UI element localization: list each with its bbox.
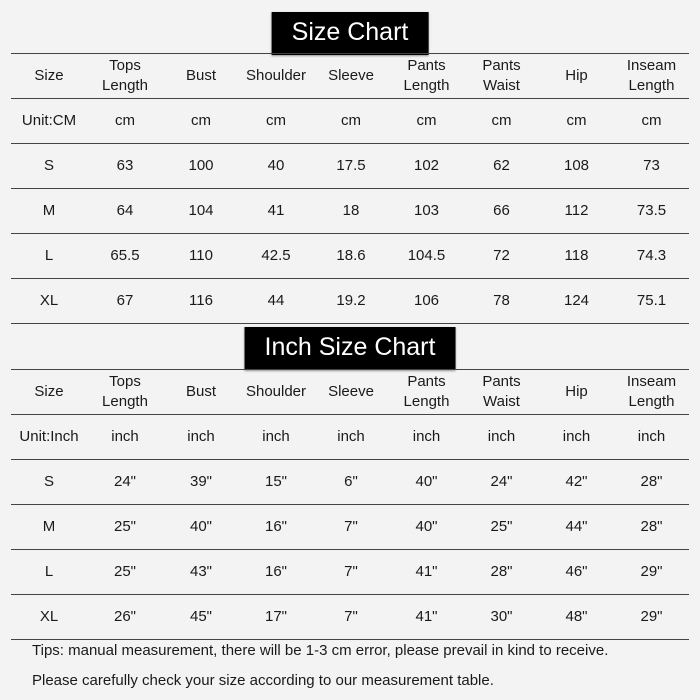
- table-cell: cm: [115, 112, 135, 129]
- table-cell: 103: [413, 202, 440, 219]
- table-cell: 18.6: [336, 247, 366, 264]
- table-cell: 104.5: [407, 247, 446, 264]
- column-header-text: Hip: [565, 67, 588, 84]
- table-cell: XL: [39, 292, 59, 309]
- table-cell: 100: [188, 157, 214, 174]
- table-cell: 78: [493, 292, 510, 309]
- table-cell: inch: [187, 428, 215, 445]
- column-header-text: Shoulder: [245, 383, 307, 400]
- table-cell: 28": [490, 563, 513, 580]
- header-row: [11, 370, 689, 415]
- table-cell: M: [42, 202, 56, 219]
- table-cell: 40": [189, 518, 212, 535]
- column-header-text: Length: [628, 77, 675, 94]
- table-cell: 29": [640, 608, 663, 625]
- table-cell: 7": [344, 518, 358, 535]
- table-cell: 7": [344, 608, 358, 625]
- column-header-text: Size: [34, 67, 64, 84]
- column-header: [464, 56, 539, 96]
- table-cell: Unit:CM: [21, 112, 77, 129]
- column-header-text: Sleeve: [328, 67, 374, 84]
- table-cell: 19.2: [336, 292, 366, 309]
- column-header: [239, 66, 313, 86]
- table-cell: 26": [113, 608, 136, 625]
- table-cell: 7": [344, 563, 358, 580]
- table-cell: inch: [637, 428, 666, 445]
- table-cell: 15": [264, 473, 287, 490]
- table-cell: 42.5: [261, 247, 291, 264]
- table-cell: Unit:Inch: [19, 428, 79, 445]
- column-header: [11, 66, 87, 86]
- column-header: [313, 382, 389, 402]
- column-header: [87, 372, 163, 412]
- tips-line-2: Please carefully check your size according to our measurement table.: [32, 672, 494, 689]
- column-header: [539, 382, 614, 402]
- table-cell: 63: [116, 157, 134, 174]
- table-cell: 43": [189, 563, 212, 580]
- table-cell: 39": [189, 473, 212, 490]
- table-cell: 112: [564, 202, 589, 219]
- table-cell: 25": [490, 518, 513, 535]
- table-cell: cm: [566, 112, 587, 129]
- column-header: [163, 66, 239, 86]
- table-cell: 17.5: [336, 157, 366, 174]
- table-cell: 40": [415, 518, 438, 535]
- table-cell: 66: [493, 202, 510, 219]
- table-cell: 118: [564, 247, 589, 264]
- column-header-text: Inseam: [626, 57, 677, 74]
- table-cell: 25": [113, 518, 136, 535]
- column-header-text: Pants: [407, 373, 446, 390]
- table-cell: 30": [490, 608, 513, 625]
- column-header-text: Waist: [483, 77, 520, 94]
- column-header-text: Length: [403, 393, 450, 410]
- column-header-text: Hip: [565, 383, 588, 400]
- table-cell: 28": [640, 518, 663, 535]
- column-header-text: Length: [628, 393, 675, 410]
- column-header-text: Pants: [482, 57, 521, 74]
- column-header: [11, 382, 87, 402]
- table-cell: 41: [267, 202, 285, 219]
- table-cell: 75.1: [636, 292, 667, 309]
- size-chart-title: Size Chart: [272, 12, 429, 55]
- table-cell: inch: [412, 428, 441, 445]
- table-cell: 73.5: [636, 202, 667, 219]
- table-row: [11, 505, 689, 550]
- table-row: [11, 189, 689, 234]
- table-cell: 42": [565, 473, 588, 490]
- inch-size-table: [11, 369, 689, 640]
- table-row: [11, 234, 689, 279]
- table-cell: 108: [563, 157, 590, 174]
- column-header-text: Inseam: [626, 373, 677, 390]
- table-cell: 116: [189, 292, 213, 309]
- table-cell: 102: [413, 157, 440, 174]
- table-cell: 104: [188, 202, 214, 219]
- table-row: [11, 279, 689, 324]
- table-cell: 110: [189, 247, 213, 264]
- table-cell: inch: [562, 428, 591, 445]
- column-header-text: Length: [403, 77, 450, 94]
- table-cell: 124: [563, 292, 590, 309]
- inch-size-chart-title: Inch Size Chart: [245, 327, 456, 370]
- table-cell: 74.3: [636, 247, 667, 264]
- column-header-text: Shoulder: [245, 67, 307, 84]
- table-cell: cm: [266, 112, 286, 129]
- table-cell: 28": [640, 473, 663, 490]
- table-cell: 25": [113, 563, 136, 580]
- column-header-text: Sleeve: [328, 383, 374, 400]
- table-cell: inch: [337, 428, 365, 445]
- table-cell: cm: [341, 112, 361, 129]
- table-cell: 62: [493, 157, 510, 174]
- table-cell: 48": [565, 608, 588, 625]
- table-cell: inch: [111, 428, 139, 445]
- column-header-text: Size: [34, 383, 64, 400]
- column-header-text: Bust: [185, 383, 216, 400]
- table-cell: XL: [39, 608, 59, 625]
- table-cell: 16": [264, 518, 287, 535]
- table-cell: cm: [641, 112, 662, 129]
- table-cell: 24": [113, 473, 136, 490]
- table-cell: inch: [487, 428, 516, 445]
- table-cell: 46": [565, 563, 588, 580]
- table-cell: S: [43, 157, 54, 174]
- tips-line-1: Tips: manual measurement, there will be 1-3 cm error, please prevail in kind to receive.: [32, 642, 609, 659]
- table-cell: cm: [191, 112, 211, 129]
- table-cell: M: [42, 518, 56, 535]
- table-row: [11, 550, 689, 595]
- table-row: [11, 144, 689, 189]
- table-cell: 44": [565, 518, 588, 535]
- column-header-text: Length: [102, 393, 148, 410]
- table-cell: cm: [416, 112, 437, 129]
- column-header: [464, 372, 539, 412]
- header-row: [11, 54, 689, 99]
- table-cell: 106: [413, 292, 440, 309]
- table-row: [11, 99, 689, 144]
- table-cell: 16": [264, 563, 287, 580]
- table-row: [11, 415, 689, 460]
- column-header: [87, 56, 163, 96]
- column-header-text: Length: [102, 77, 148, 94]
- column-header-text: Pants: [407, 57, 446, 74]
- table-cell: 64: [116, 202, 134, 219]
- table-cell: 24": [490, 473, 513, 490]
- table-cell: 6": [344, 473, 358, 490]
- table-cell: 67: [116, 292, 134, 309]
- column-header: [614, 56, 689, 96]
- column-header: [239, 382, 313, 402]
- table-cell: inch: [262, 428, 290, 445]
- column-header-text: Pants: [482, 373, 521, 390]
- column-header-text: Waist: [483, 393, 520, 410]
- column-header: [539, 66, 614, 86]
- cm-size-table: [11, 53, 689, 324]
- table-cell: 17": [264, 608, 287, 625]
- table-cell: 29": [640, 563, 663, 580]
- table-cell: 45": [189, 608, 212, 625]
- table-row: [11, 595, 689, 640]
- column-header-text: Tops: [109, 373, 141, 390]
- table-cell: 41": [415, 608, 438, 625]
- table-cell: 72: [493, 247, 510, 264]
- column-header-text: Tops: [109, 57, 141, 74]
- table-cell: S: [43, 473, 54, 490]
- table-cell: 44: [267, 292, 285, 309]
- column-header: [389, 56, 464, 96]
- column-header-text: Bust: [185, 67, 216, 84]
- table-cell: 40": [415, 473, 438, 490]
- table-cell: 41": [415, 563, 438, 580]
- table-cell: L: [44, 563, 54, 580]
- column-header: [614, 372, 689, 412]
- column-header: [163, 382, 239, 402]
- table-cell: L: [44, 247, 54, 264]
- table-cell: 18: [342, 202, 360, 219]
- table-cell: 40: [267, 157, 285, 174]
- column-header: [313, 66, 389, 86]
- table-row: [11, 460, 689, 505]
- table-cell: 73: [643, 157, 660, 174]
- table-cell: cm: [491, 112, 512, 129]
- table-cell: 65.5: [110, 247, 140, 264]
- column-header: [389, 372, 464, 412]
